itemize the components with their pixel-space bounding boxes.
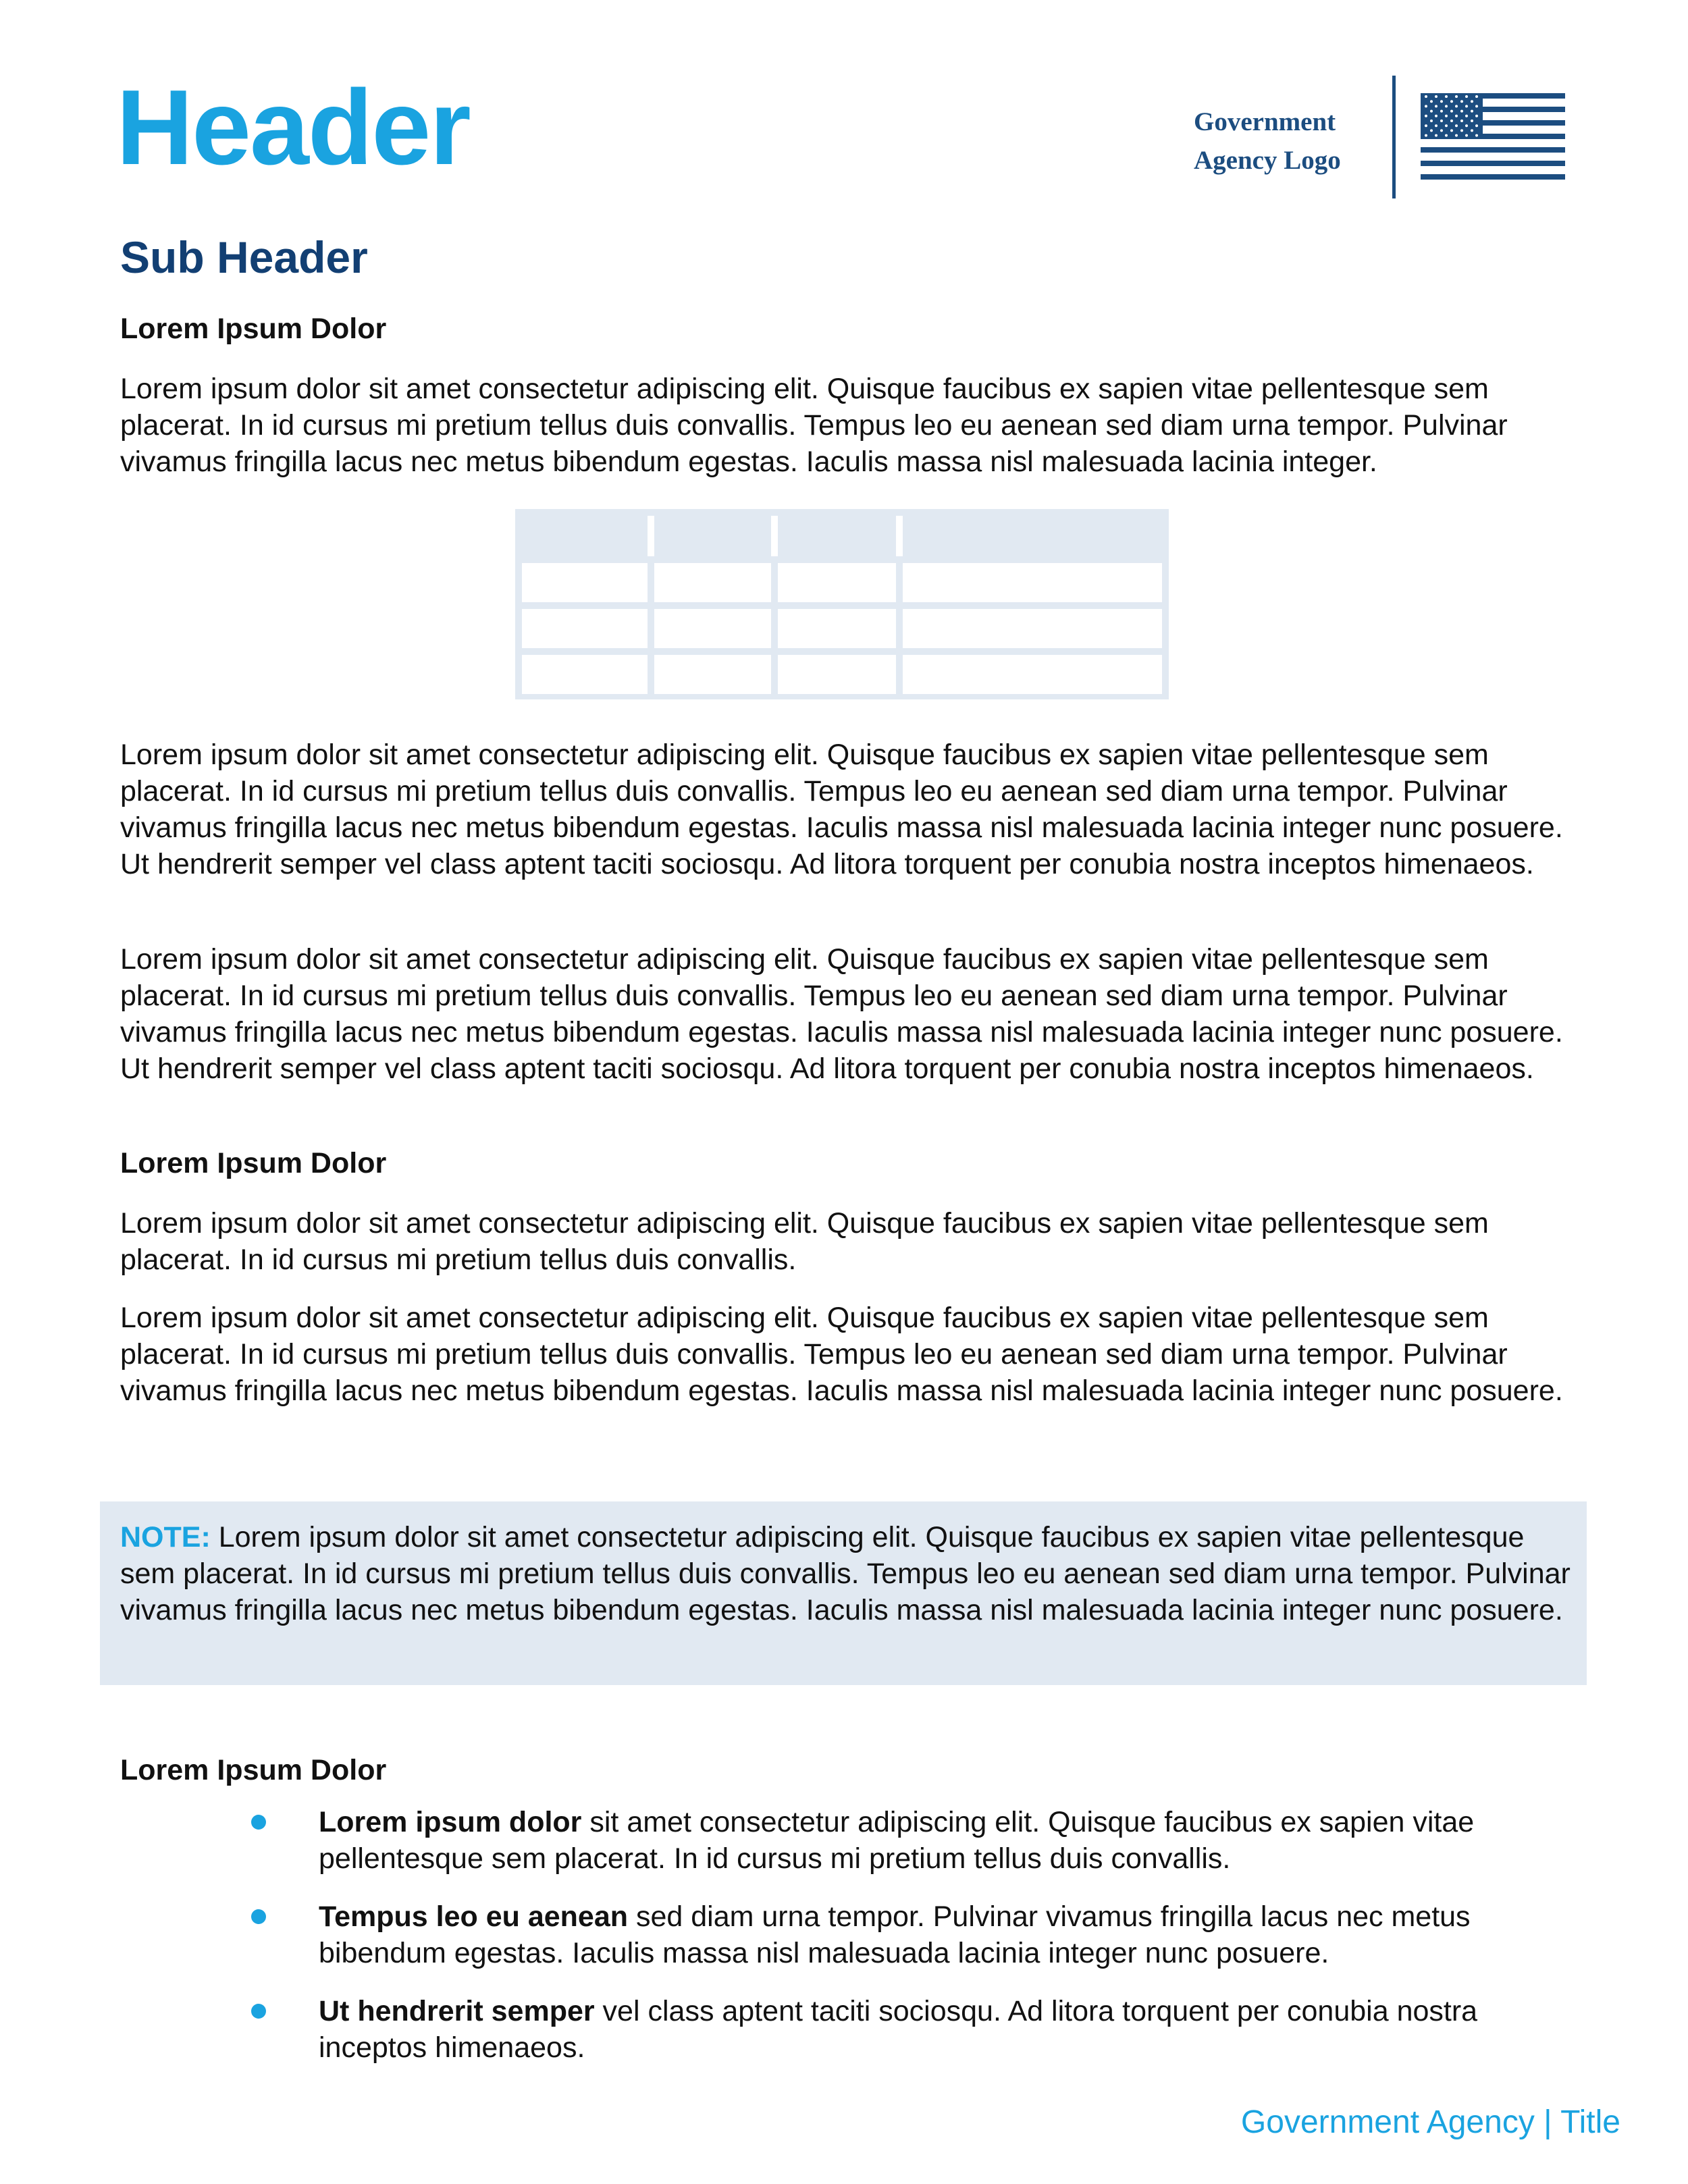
paragraph-5: Lorem ipsum dolor sit amet consectetur adipiscing elit. Quisque faucibus ex sapien vitae pellentesque sem placerat. In id cursus mi pretium tellus duis convallis. Tempus leo eu aenean sed diam urna tempor. Pulvinar vivamus fringilla lacus nec metus bibendum egestas. Iaculis massa nisl malesuada lacinia integer nunc posuere. — [120, 1302, 1563, 1407]
bullet-dot-icon — [251, 2004, 266, 2019]
table-header-separator — [896, 516, 903, 556]
paragraph-2: Lorem ipsum dolor sit amet consectetur adipiscing elit. Quisque faucibus ex sapien vitae pellentesque sem placerat. In id cursus mi pretium tellus duis convallis. Tempus leo eu aenean sed diam urna tempor. Pulvinar vivamus fringilla lacus nec metus bibendum egestas. Iaculis massa nisl malesuada lacinia integer nunc posuere. Ut hendrerit semper vel class aptent taciti sociosqu. Ad litora torquent per conubia nostra inceptos himenaeos. — [120, 739, 1563, 880]
table-cell — [654, 609, 771, 648]
list-item — [250, 1804, 1593, 1877]
list-item — [250, 1898, 1593, 1971]
footer-agency: Government Agency — [1240, 2104, 1535, 2140]
table-cell — [654, 655, 771, 694]
table-cell — [522, 655, 648, 694]
logo-divider — [1392, 76, 1396, 198]
table-cell — [903, 609, 1162, 648]
table-cell — [522, 609, 648, 648]
table-cell — [778, 563, 896, 602]
section-heading-2: Lorem Ipsum Dolor — [120, 1147, 387, 1179]
paragraph-4: Lorem ipsum dolor sit amet consectetur adipiscing elit. Quisque faucibus ex sapien vitae pellentesque sem placerat. In id cursus mi pretium tellus duis convallis. — [120, 1207, 1489, 1276]
us-flag-icon — [1421, 93, 1565, 180]
page-header-title: Header — [116, 68, 470, 187]
list-item — [250, 1993, 1593, 2066]
table-cell — [522, 563, 648, 602]
table-cell — [654, 563, 771, 602]
list-item-text: sit amet consectetur adipiscing elit. Quisque faucibus ex sapien vitae pellentesque sem placerat. In id cursus mi pretium tellus duis convallis. — [319, 1806, 1475, 1875]
note-label: NOTE: — [120, 1521, 211, 1553]
table-cell — [778, 655, 896, 694]
list-item-bold: Lorem ipsum dolor — [319, 1806, 582, 1838]
note-body: Lorem ipsum dolor sit amet consectetur adipiscing elit. Quisque faucibus ex sapien vitae pellentesque sem placerat. In id cursus mi pretium tellus duis convallis. Tempus leo eu aenean sed diam urna tempor. Pulvinar vivamus fringilla lacus nec metus bibendum egestas. Iaculis massa nisl malesuada lacinia integer nunc posuere. — [120, 1521, 1571, 1626]
note-box — [100, 1501, 1587, 1685]
table-header-separator — [771, 516, 778, 556]
list-item-bold: Tempus leo eu aenean — [319, 1900, 629, 1933]
list-item-text: sed diam urna tempor. Pulvinar vivamus fringilla lacus nec metus bibendum egestas. Iaculis massa nisl malesuada lacinia integer nunc posuere. — [319, 1900, 1471, 1969]
footer — [1241, 2103, 1620, 2142]
bullet-dot-icon — [251, 1909, 266, 1924]
note-text — [120, 1519, 1572, 1628]
paragraph-3: Lorem ipsum dolor sit amet consectetur adipiscing elit. Quisque faucibus ex sapien vitae pellentesque sem placerat. In id cursus mi pretium tellus duis convallis. Tempus leo eu aenean sed diam urna tempor. Pulvinar vivamus fringilla lacus nec metus bibendum egestas. Iaculis massa nisl malesuada lacinia integer nunc posuere. Ut hendrerit semper vel class aptent taciti sociosqu. Ad litora torquent per conubia nostra inceptos himenaeos. — [120, 943, 1563, 1085]
bullet-dot-icon — [251, 1815, 266, 1830]
list-item-bold: Ut hendrerit semper — [319, 1995, 595, 2027]
footer-separator: | — [1534, 2104, 1561, 2140]
table-header-separator — [648, 516, 654, 556]
footer-title: Title — [1560, 2104, 1620, 2140]
data-table — [515, 509, 1169, 699]
table-cell — [903, 563, 1162, 602]
section-heading-3: Lorem Ipsum Dolor — [120, 1754, 387, 1786]
section-heading-1: Lorem Ipsum Dolor — [120, 313, 387, 345]
table-cell — [903, 655, 1162, 694]
bullet-list — [250, 1804, 1593, 2087]
logo-line-1: Government — [1194, 107, 1336, 136]
paragraph-1: Lorem ipsum dolor sit amet consectetur adipiscing elit. Quisque faucibus ex sapien vitae pellentesque sem placerat. In id cursus mi pretium tellus duis convallis. Tempus leo eu aenean sed diam urna tempor. Pulvinar vivamus fringilla lacus nec metus bibendum egestas. Iaculis massa nisl malesuada lacinia integer. — [120, 373, 1508, 478]
logo-line-2: Agency Logo — [1194, 146, 1341, 175]
sub-header: Sub Header — [120, 232, 368, 282]
table-cell — [778, 609, 896, 648]
list-item-text: vel class aptent taciti sociosqu. Ad litora torquent per conubia nostra inceptos himenaeos. — [319, 1995, 1478, 2064]
agency-logo-text — [1194, 103, 1341, 180]
